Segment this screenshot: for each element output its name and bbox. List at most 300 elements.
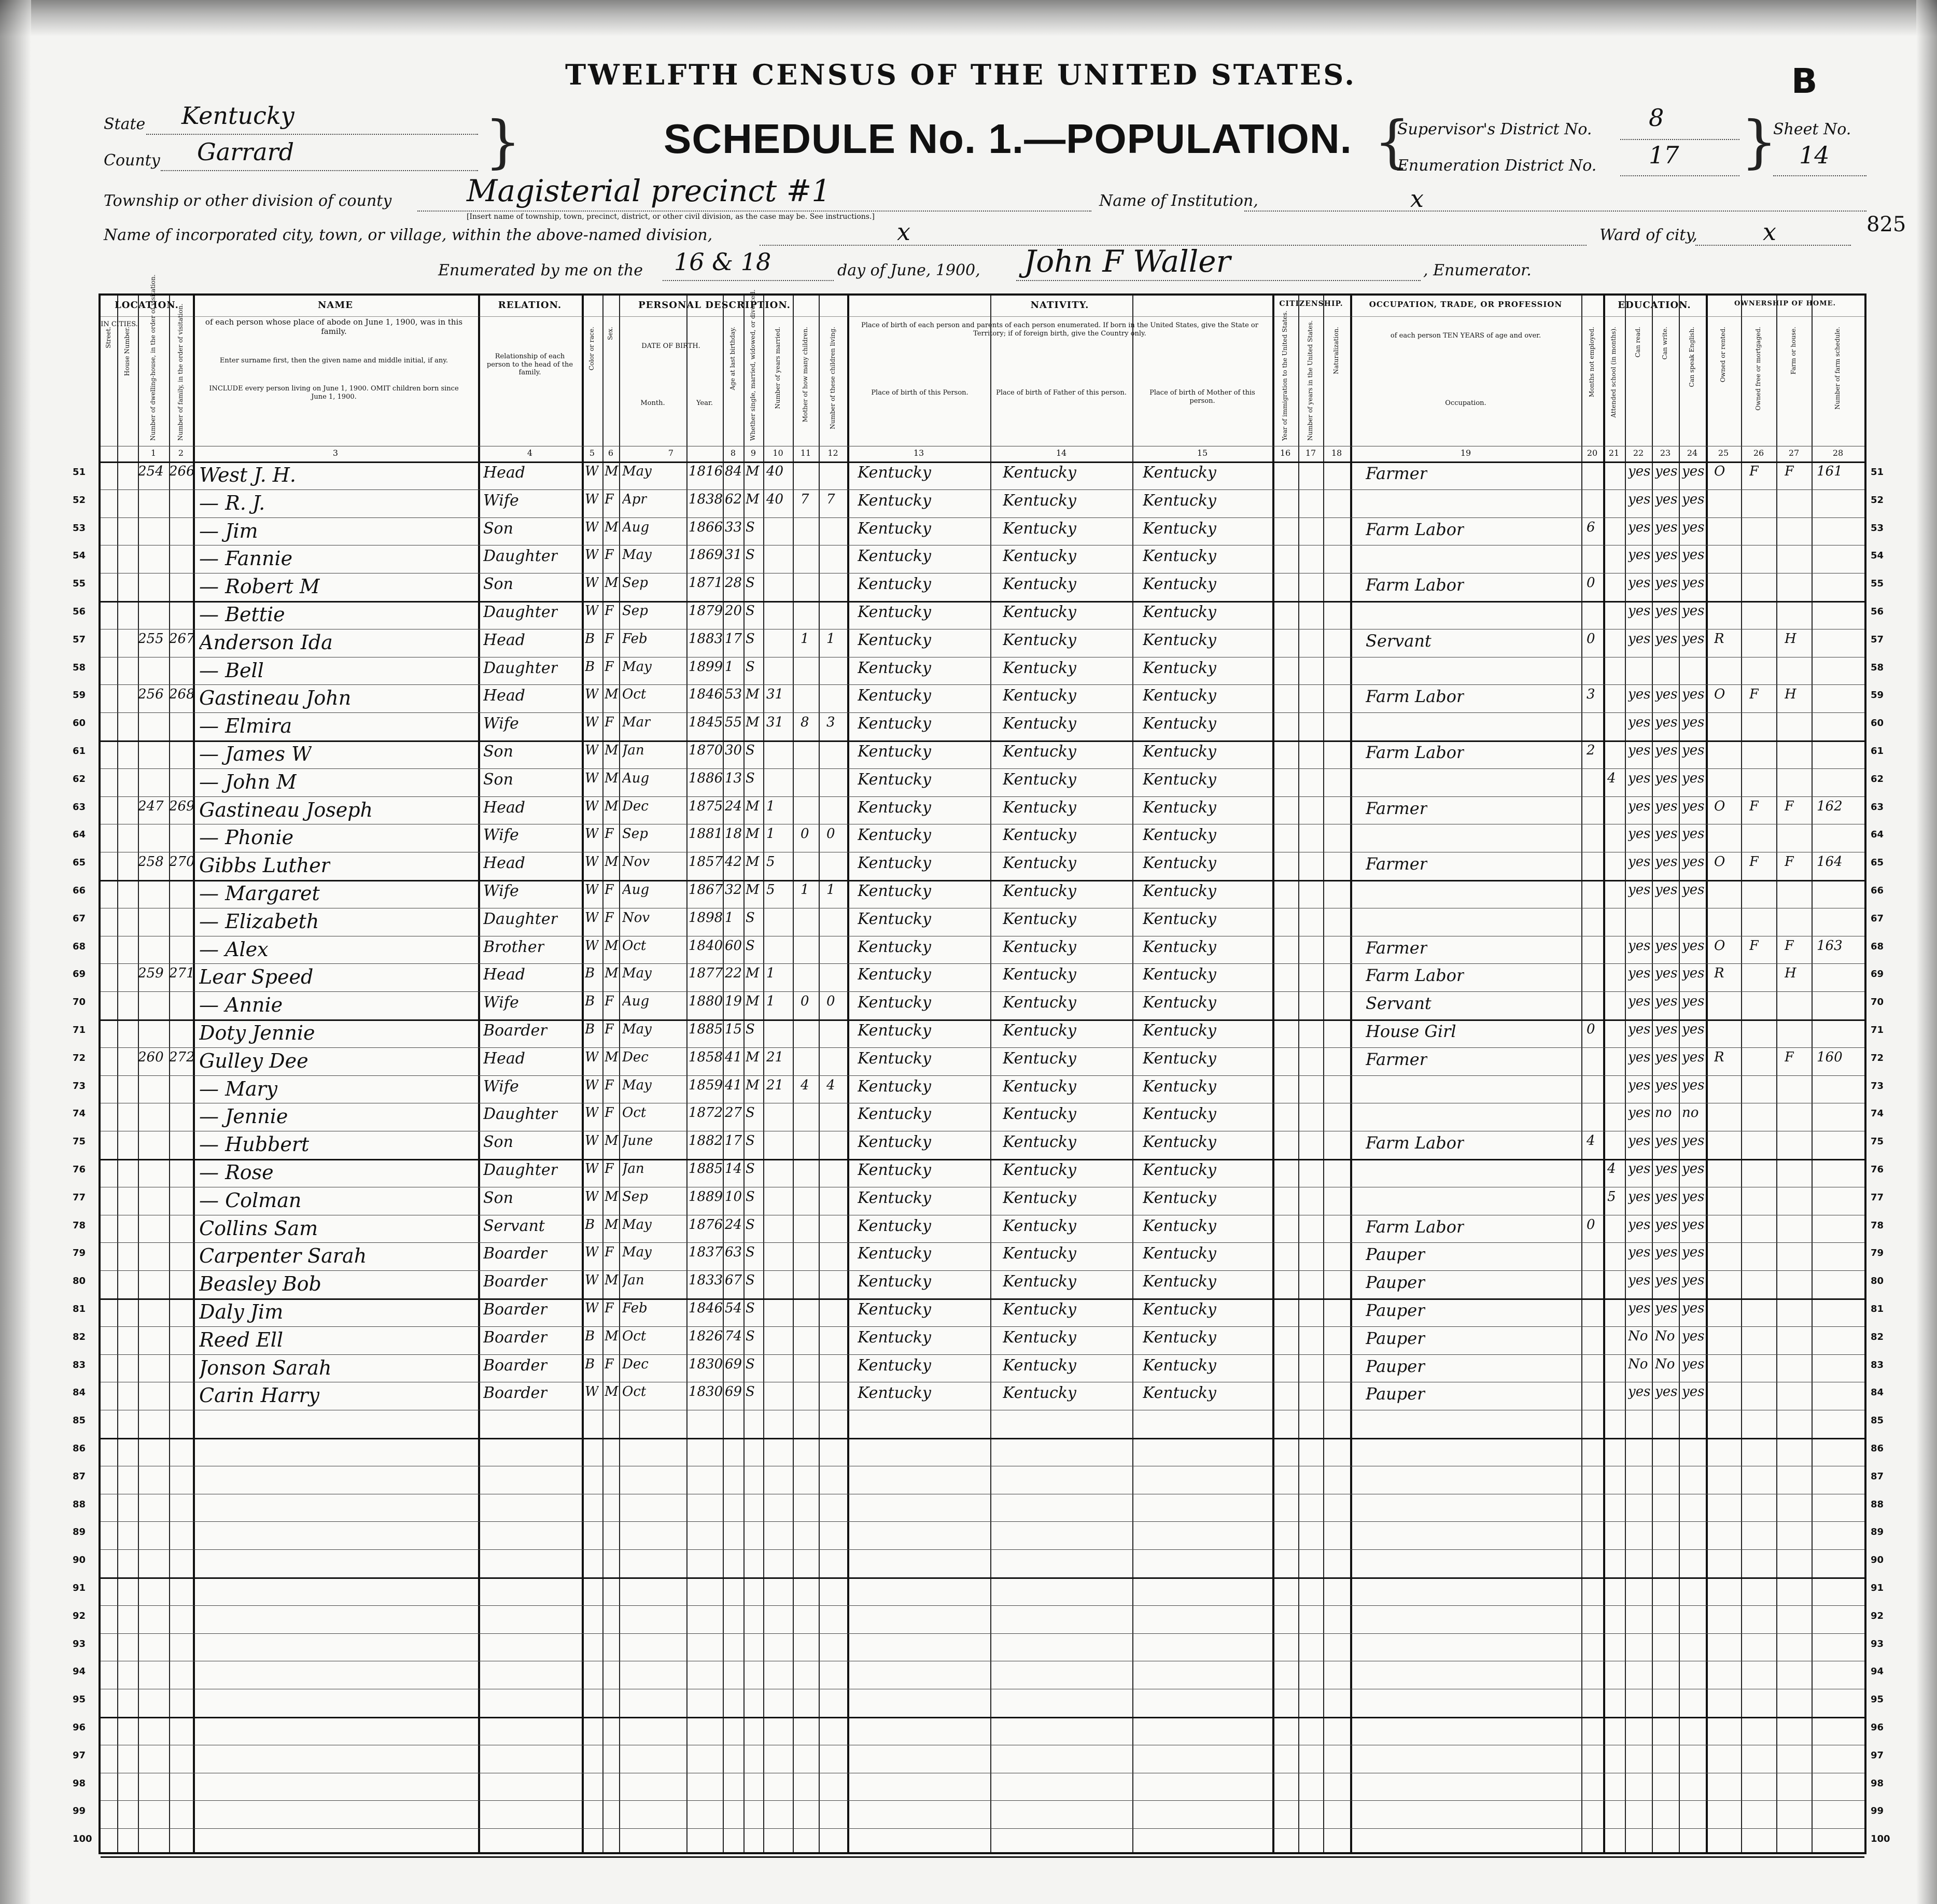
cell-month: Sep xyxy=(622,1188,648,1205)
cell-read: No xyxy=(1628,1356,1648,1372)
row-number: 89 xyxy=(73,1527,86,1538)
cell-father: Kentucky xyxy=(1003,1272,1076,1291)
row-number: 58 xyxy=(73,662,86,673)
cell-speak: yes xyxy=(1682,993,1705,1010)
cell-sex: F xyxy=(605,547,614,563)
row-number: 88 xyxy=(73,1499,86,1510)
row-number: 98 xyxy=(73,1777,86,1789)
row-number: 83 xyxy=(73,1359,86,1370)
column-number: 6 xyxy=(608,448,614,458)
cell-speak: yes xyxy=(1682,1188,1705,1205)
cell-relation: Son xyxy=(483,1188,513,1207)
cell-birth: Kentucky xyxy=(858,909,931,928)
cell-race: B xyxy=(585,993,595,1010)
row-number: 79 xyxy=(1871,1248,1884,1259)
cell-race: B xyxy=(585,1328,595,1344)
row-number: 97 xyxy=(73,1749,86,1761)
row-line xyxy=(101,1075,1864,1076)
scan-edge-right xyxy=(1916,0,1937,1904)
cell-month: Oct xyxy=(622,1105,647,1121)
cell-relation: Boarder xyxy=(483,1272,548,1291)
column-divider xyxy=(990,296,991,1852)
row-line xyxy=(101,1047,1864,1048)
cell-speak: yes xyxy=(1682,826,1705,842)
cell-age: 27 xyxy=(725,1105,742,1121)
cell-relation: Wife xyxy=(483,882,519,900)
row-number: 51 xyxy=(73,467,86,478)
row-number: 57 xyxy=(73,634,86,645)
cell-occupation: Pauper xyxy=(1366,1384,1425,1404)
cell-sex: M xyxy=(605,575,619,591)
row-line xyxy=(101,740,1864,742)
cell-birth: Kentucky xyxy=(858,1133,931,1152)
row-number: 98 xyxy=(1871,1777,1884,1789)
header-schedule: Number of farm schedule. xyxy=(1834,327,1841,410)
cell-speak: yes xyxy=(1682,464,1705,479)
row-line xyxy=(101,489,1864,490)
cell-year: 1885 xyxy=(689,1021,723,1037)
cell-speak: no xyxy=(1682,1105,1699,1121)
cell-sex: M xyxy=(605,464,619,479)
cell-marital: M xyxy=(746,965,760,982)
cell-father: Kentucky xyxy=(1003,993,1076,1012)
row-number: 64 xyxy=(73,829,86,841)
header-years-married: Number of years married. xyxy=(774,327,781,409)
cell-month: May xyxy=(622,464,652,479)
row-line xyxy=(101,1326,1864,1327)
cell-speak: yes xyxy=(1682,631,1705,647)
cell-month: Nov xyxy=(622,854,650,870)
row-number: 52 xyxy=(1871,494,1884,506)
group-ownership: OWNERSHIP OF HOME. xyxy=(1734,300,1836,307)
cell-sex: F xyxy=(605,1021,614,1037)
left-brace: } xyxy=(485,108,521,175)
row-line xyxy=(101,768,1864,769)
cell-father: Kentucky xyxy=(1003,882,1076,900)
cell-age: 15 xyxy=(725,1021,742,1037)
row-line xyxy=(101,1159,1864,1160)
cell-birth: Kentucky xyxy=(858,1049,931,1068)
cell-speak: yes xyxy=(1682,687,1705,703)
group-personal: PERSONAL DESCRIPTION. xyxy=(638,300,791,311)
row-number: 79 xyxy=(73,1248,86,1259)
cell-write: yes xyxy=(1655,1384,1678,1400)
header-naturalization: Naturalization. xyxy=(1332,327,1340,374)
cell-read: yes xyxy=(1628,491,1651,507)
header-family: Number of family, in the order of visitation. xyxy=(177,303,184,441)
cell-age: 24 xyxy=(725,798,742,814)
state-label: State xyxy=(104,115,146,133)
cell-speak: yes xyxy=(1682,798,1705,814)
cell-age: 55 xyxy=(725,715,742,731)
cell-birth: Kentucky xyxy=(858,1384,931,1403)
cell-occupation: Farm Labor xyxy=(1366,1133,1465,1153)
ward-value: x xyxy=(1763,218,1776,246)
supervisor-line xyxy=(1620,139,1739,140)
row-number: 71 xyxy=(73,1025,86,1035)
row-number: 68 xyxy=(73,941,86,952)
cell-month: Jan xyxy=(622,1161,644,1177)
row-number: 68 xyxy=(1871,941,1884,952)
cell-mother-birth: Kentucky xyxy=(1143,1328,1216,1347)
cell-year: 1837 xyxy=(689,1244,723,1261)
cell-sex: F xyxy=(605,603,614,619)
cell-race: W xyxy=(585,1049,599,1065)
cell-year: 1885 xyxy=(689,1161,723,1177)
cell-mother-birth: Kentucky xyxy=(1143,1300,1216,1319)
cell-month: May xyxy=(622,547,652,563)
cell-race: W xyxy=(585,1133,599,1149)
relation-desc: Relationship of each person to the head of the family. xyxy=(486,353,573,377)
cell-age: 22 xyxy=(725,965,742,982)
column-divider xyxy=(169,296,170,1852)
cell-mother-birth: Kentucky xyxy=(1143,770,1216,789)
cell-race: B xyxy=(585,1356,595,1372)
cell-dwelling: 254 xyxy=(138,464,164,479)
cell-write: yes xyxy=(1655,1021,1678,1037)
cell-month: Jan xyxy=(622,1272,644,1289)
cell-age: 63 xyxy=(725,1244,742,1261)
cell-father: Kentucky xyxy=(1003,547,1076,566)
row-number: 56 xyxy=(73,606,86,617)
cell-relation: Head xyxy=(483,687,526,705)
cell-speak: yes xyxy=(1682,1133,1705,1149)
cell-write: yes xyxy=(1655,993,1678,1010)
row-number: 83 xyxy=(1871,1359,1884,1370)
cell-age: 10 xyxy=(725,1188,742,1205)
column-divider xyxy=(793,296,794,1852)
cell-marital: M xyxy=(746,1077,760,1093)
cell-name: Beasley Bob xyxy=(199,1272,321,1296)
cell-father: Kentucky xyxy=(1003,519,1076,538)
row-number: 96 xyxy=(73,1722,86,1733)
cell-relation: Son xyxy=(483,519,513,538)
cell-race: W xyxy=(585,937,599,954)
header-house: House Number. xyxy=(123,327,131,376)
cell-read: yes xyxy=(1628,1021,1651,1037)
cell-mother: 1 xyxy=(801,882,809,898)
row-line xyxy=(101,1633,1864,1634)
cell-write: yes xyxy=(1655,687,1678,703)
cell-owned: R xyxy=(1714,965,1724,982)
cell-mother-birth: Kentucky xyxy=(1143,937,1216,956)
ward-label: Ward of city, xyxy=(1599,226,1697,244)
cell-years-married: 21 xyxy=(766,1077,784,1093)
row-line xyxy=(101,1242,1864,1243)
cell-occupation: Farmer xyxy=(1366,798,1427,818)
row-number: 91 xyxy=(73,1583,86,1593)
cell-farm: F xyxy=(1785,1049,1794,1065)
cell-mother-birth: Kentucky xyxy=(1143,1105,1216,1124)
row-number: 94 xyxy=(73,1666,86,1677)
cell-speak: yes xyxy=(1682,1244,1705,1261)
cell-mother: 7 xyxy=(801,491,809,507)
cell-sex: F xyxy=(605,826,614,842)
row-number: 95 xyxy=(73,1694,86,1705)
group-relation: RELATION. xyxy=(498,300,562,311)
cell-age: 30 xyxy=(725,743,742,758)
cell-age: 67 xyxy=(725,1272,742,1289)
row-number: 62 xyxy=(73,773,86,785)
cell-speak: yes xyxy=(1682,937,1705,954)
cell-year: 1898 xyxy=(689,909,723,926)
row-line xyxy=(101,1019,1864,1021)
cell-birth: Kentucky xyxy=(858,715,931,733)
cell-marital: M xyxy=(746,491,760,507)
cell-birth: Kentucky xyxy=(858,1105,931,1124)
cell-month: Mar xyxy=(622,715,651,731)
cell-age: 1 xyxy=(725,909,734,926)
cell-age: 69 xyxy=(725,1384,742,1400)
column-divider xyxy=(193,296,195,1852)
cell-year: 1872 xyxy=(689,1105,723,1121)
cell-write: yes xyxy=(1655,854,1678,870)
cell-month: May xyxy=(622,1244,652,1261)
row-number: 76 xyxy=(73,1164,86,1175)
cell-month: May xyxy=(622,965,652,982)
name-note1: Enter surname first, then the given name and middle initial, if any. xyxy=(219,357,448,365)
institution-label: Name of Institution, xyxy=(1099,192,1258,210)
cell-read: yes xyxy=(1628,575,1651,591)
header-farm: Farm or house. xyxy=(1790,327,1797,375)
row-number: 69 xyxy=(73,969,86,980)
cell-speak: yes xyxy=(1682,1272,1705,1289)
row-number: 77 xyxy=(1871,1192,1884,1203)
column-number: 23 xyxy=(1660,448,1671,458)
cell-relation: Daughter xyxy=(483,659,558,677)
cell-read: yes xyxy=(1628,1105,1651,1121)
row-line xyxy=(101,601,1864,603)
cell-race: B xyxy=(585,1216,595,1233)
row-number: 54 xyxy=(73,550,86,562)
header-can-read: Can read. xyxy=(1634,327,1641,358)
header-years-us: Number of years in the United States. xyxy=(1307,320,1314,441)
cell-read: yes xyxy=(1628,1049,1651,1065)
cell-relation: Wife xyxy=(483,1077,519,1096)
column-divider xyxy=(1706,296,1708,1852)
cell-relation: Head xyxy=(483,965,526,984)
column-number: 24 xyxy=(1687,448,1698,458)
row-number: 59 xyxy=(73,690,86,701)
city-label: Name of incorporated city, town, or village, within the above-named division, xyxy=(104,226,713,244)
row-line xyxy=(101,1521,1864,1522)
sheet-letter: B xyxy=(1791,61,1818,101)
cell-birth: Kentucky xyxy=(858,464,931,482)
row-line xyxy=(101,712,1864,713)
cell-marital: M xyxy=(746,715,760,731)
row-number: 96 xyxy=(1871,1722,1884,1733)
cell-owned: R xyxy=(1714,1049,1724,1065)
cell-marital: S xyxy=(746,603,755,619)
cell-race: W xyxy=(585,770,599,786)
cell-years-married: 5 xyxy=(766,854,775,870)
cell-speak: yes xyxy=(1682,1216,1705,1233)
cell-write: yes xyxy=(1655,1049,1678,1065)
page-stamp: 825 xyxy=(1866,213,1906,236)
cell-month: Oct xyxy=(622,1328,647,1344)
cell-mother-birth: Kentucky xyxy=(1143,965,1216,984)
cell-year: 1866 xyxy=(689,519,723,535)
cell-months: 4 xyxy=(1587,1133,1595,1149)
cell-father: Kentucky xyxy=(1003,826,1076,845)
cell-year: 1889 xyxy=(689,1188,723,1205)
cell-race: W xyxy=(585,882,599,898)
cell-occupation: Pauper xyxy=(1366,1356,1425,1376)
cell-read: yes xyxy=(1628,937,1651,954)
cell-race: B xyxy=(585,1021,595,1037)
row-number: 65 xyxy=(73,857,86,869)
cell-sex: F xyxy=(605,715,614,731)
cell-father: Kentucky xyxy=(1003,1133,1076,1152)
cell-family: 272 xyxy=(169,1049,195,1065)
cell-relation: Head xyxy=(483,464,526,482)
cell-attended: 5 xyxy=(1607,1188,1616,1205)
cell-read: yes xyxy=(1628,519,1651,535)
cell-write: yes xyxy=(1655,464,1678,479)
cell-read: yes xyxy=(1628,1161,1651,1177)
cell-sex: M xyxy=(605,854,619,870)
cell-birth: Kentucky xyxy=(858,603,931,621)
dob-year: Year. xyxy=(696,399,713,407)
cell-marital: M xyxy=(746,993,760,1010)
header-mother-of: Mother of how many children. xyxy=(802,327,809,423)
cell-read: yes xyxy=(1628,1133,1651,1149)
cell-father: Kentucky xyxy=(1003,909,1076,928)
cell-occupation: Pauper xyxy=(1366,1272,1425,1293)
column-number: 11 xyxy=(800,448,811,458)
cell-marital: S xyxy=(746,519,755,535)
cell-year: 1871 xyxy=(689,575,723,591)
row-line xyxy=(101,1856,1864,1858)
cell-mother-birth: Kentucky xyxy=(1143,1272,1216,1291)
cell-name: — Elmira xyxy=(199,715,292,738)
cell-race: W xyxy=(585,798,599,814)
cell-read: yes xyxy=(1628,1216,1651,1233)
cell-occupation: Pauper xyxy=(1366,1300,1425,1320)
cell-father: Kentucky xyxy=(1003,1216,1076,1235)
row-number: 72 xyxy=(1871,1052,1884,1063)
cell-birth: Kentucky xyxy=(858,882,931,900)
column-divider xyxy=(1272,296,1274,1852)
cell-name: — Elizabeth xyxy=(199,909,319,933)
cell-birth: Kentucky xyxy=(858,491,931,510)
cell-birth: Kentucky xyxy=(858,547,931,566)
cell-relation: Son xyxy=(483,743,513,761)
header-street: Street. xyxy=(105,327,112,348)
row-number: 74 xyxy=(1871,1108,1884,1119)
cell-sex: F xyxy=(605,491,614,507)
cell-years-married: 40 xyxy=(766,491,784,507)
cell-month: May xyxy=(622,1077,652,1093)
name-desc: of each person whose place of abode on June 1, 1900, was in this family. xyxy=(205,317,463,336)
cell-speak: yes xyxy=(1682,965,1705,982)
cell-mother-birth: Kentucky xyxy=(1143,909,1216,928)
cell-mother-birth: Kentucky xyxy=(1143,547,1216,566)
column-number: 9 xyxy=(750,448,756,458)
cell-name: — Hubbert xyxy=(199,1133,310,1156)
cell-father: Kentucky xyxy=(1003,1021,1076,1040)
cell-birth: Kentucky xyxy=(858,743,931,761)
header-living: Number of these children living. xyxy=(829,327,836,429)
cell-read: yes xyxy=(1628,826,1651,842)
row-line xyxy=(101,684,1864,685)
cell-name: Gulley Dee xyxy=(199,1049,308,1072)
row-number: 55 xyxy=(73,578,86,590)
column-divider xyxy=(619,296,620,1852)
cell-speak: yes xyxy=(1682,1021,1705,1037)
cell-father: Kentucky xyxy=(1003,575,1076,594)
cell-mother: 8 xyxy=(801,715,809,731)
cell-read: yes xyxy=(1628,1300,1651,1316)
cell-mother: 1 xyxy=(801,631,809,647)
row-number: 63 xyxy=(1871,801,1884,813)
row-number: 72 xyxy=(73,1052,86,1063)
cell-read: yes xyxy=(1628,770,1651,786)
group-location: LOCATION. xyxy=(115,300,179,311)
row-number: 97 xyxy=(1871,1749,1884,1761)
cell-month: June xyxy=(622,1133,653,1149)
name-note2: INCLUDE every person living on June 1, 1900. OMIT children born since June 1, 1900. xyxy=(209,385,459,401)
cell-month: Apr xyxy=(622,491,647,507)
row-number: 60 xyxy=(73,718,86,729)
cell-dwelling: 259 xyxy=(138,965,164,982)
cell-marital: S xyxy=(746,1272,755,1289)
cell-race: B xyxy=(585,965,595,982)
cell-year: 1875 xyxy=(689,798,723,814)
cell-sex: F xyxy=(605,631,614,647)
row-line xyxy=(101,963,1864,964)
cell-read: yes xyxy=(1628,743,1651,758)
township-line xyxy=(417,211,1091,212)
date-of-birth: DATE OF BIRTH. xyxy=(641,342,700,350)
row-number: 94 xyxy=(1871,1666,1884,1677)
row-number: 61 xyxy=(73,746,86,757)
column-divider xyxy=(1679,296,1680,1852)
cell-sex: M xyxy=(605,519,619,535)
cell-age: 74 xyxy=(725,1328,742,1344)
cell-father: Kentucky xyxy=(1003,1188,1076,1207)
cell-race: W xyxy=(585,1188,599,1205)
cell-read: No xyxy=(1628,1328,1648,1344)
cell-marital: S xyxy=(746,575,755,591)
cell-month: Feb xyxy=(622,1300,648,1316)
cell-month: Dec xyxy=(622,1356,649,1372)
cell-relation: Boarder xyxy=(483,1384,548,1403)
cell-mother-birth: Kentucky xyxy=(1143,1161,1216,1179)
row-line xyxy=(101,1800,1864,1801)
column-number: 3 xyxy=(332,448,339,458)
cell-race: W xyxy=(585,575,599,591)
cell-year: 1886 xyxy=(689,770,723,786)
cell-mother-birth: Kentucky xyxy=(1143,659,1216,677)
group-citizenship: CITIZENSHIP. xyxy=(1279,300,1343,308)
cell-speak: yes xyxy=(1682,519,1705,535)
cell-years-married: 40 xyxy=(766,464,784,479)
occupation-desc: of each person TEN YEARS of age and over. xyxy=(1390,332,1541,340)
column-number: 28 xyxy=(1832,448,1844,458)
cell-occupation: Pauper xyxy=(1366,1328,1425,1348)
enumerated-day: 16 & 18 xyxy=(674,248,771,276)
column-divider xyxy=(1625,296,1626,1852)
cell-age: 41 xyxy=(725,1077,742,1093)
cell-birth: Kentucky xyxy=(858,1272,931,1291)
column-divider xyxy=(763,296,764,1852)
column-divider xyxy=(1298,296,1299,1852)
state-value: Kentucky xyxy=(181,102,294,130)
cell-write: yes xyxy=(1655,1188,1678,1205)
cell-schedule: 164 xyxy=(1817,854,1843,870)
cell-months: 0 xyxy=(1587,1021,1595,1037)
